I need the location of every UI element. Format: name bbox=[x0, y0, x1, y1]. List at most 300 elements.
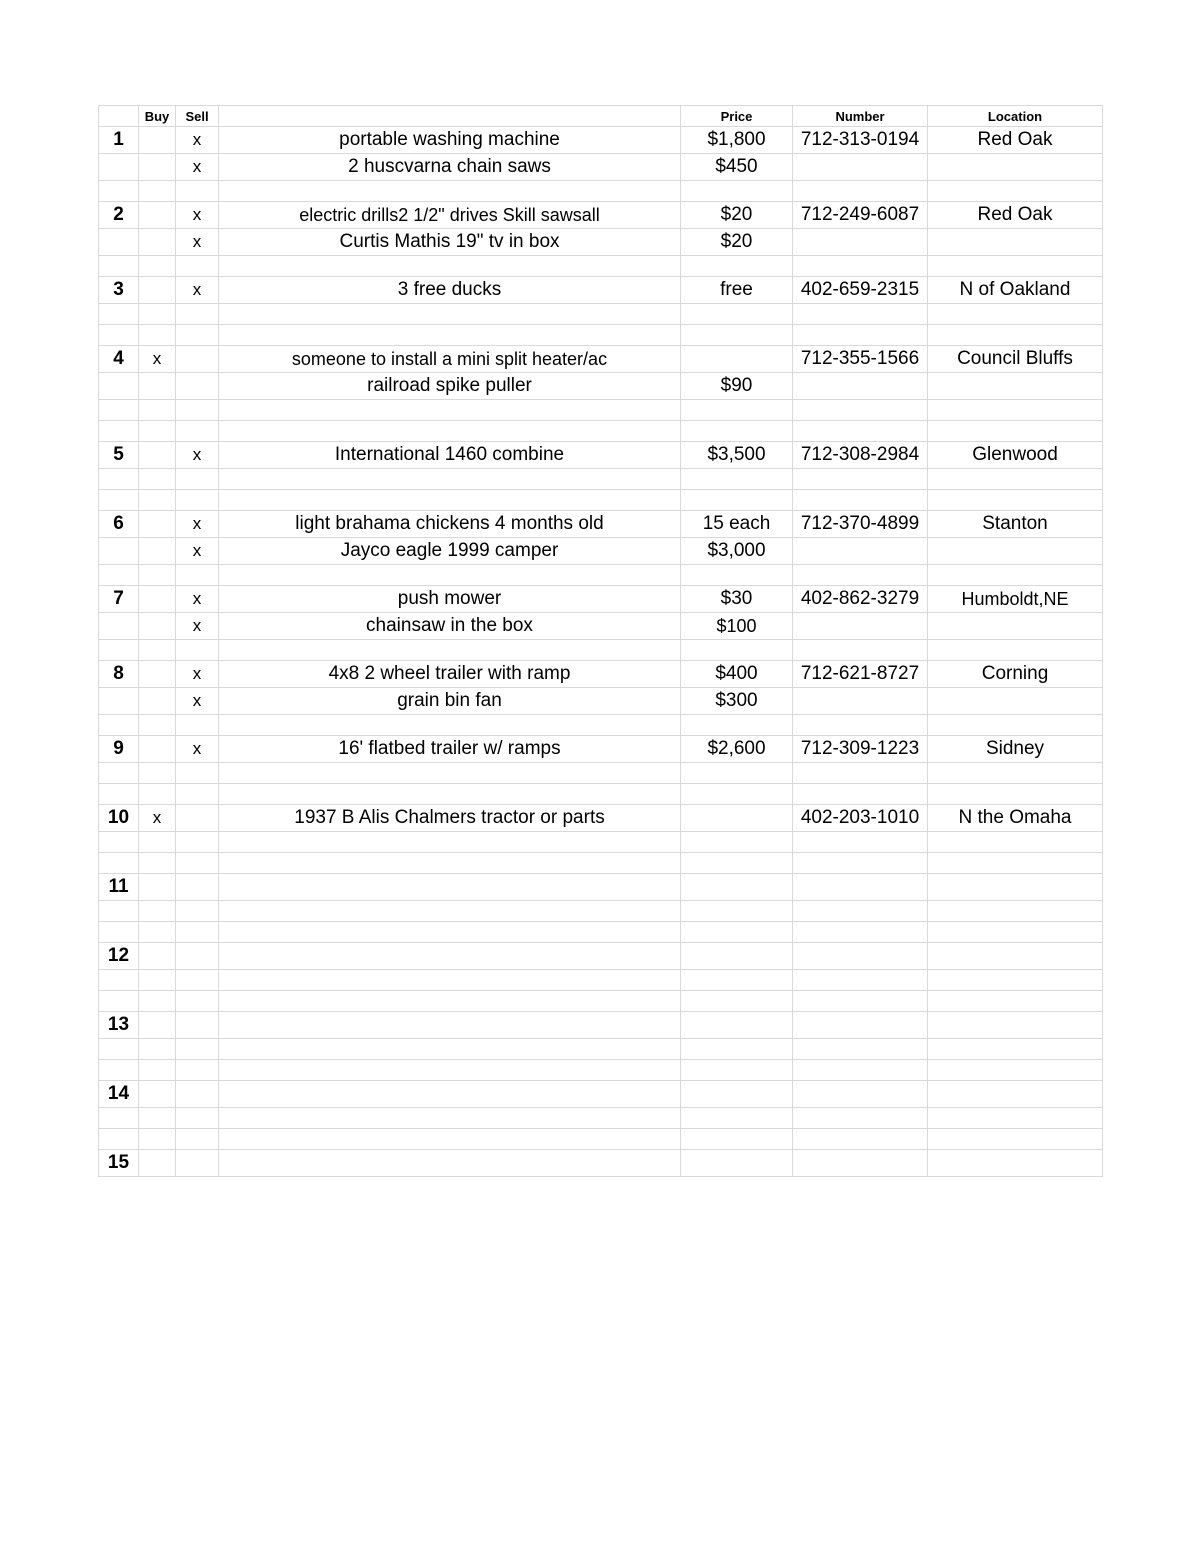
header-description bbox=[219, 106, 681, 127]
cell-location bbox=[928, 715, 1103, 736]
cell-number: 402-659-2315 bbox=[793, 277, 928, 304]
cell-num bbox=[99, 229, 139, 256]
table-row bbox=[99, 736, 1103, 763]
cell-description: Jayco eagle 1999 camper bbox=[219, 538, 681, 565]
cell-number bbox=[793, 715, 928, 736]
cell-description: 4x8 2 wheel trailer with ramp bbox=[219, 661, 681, 688]
cell-description: International 1460 combine bbox=[219, 442, 681, 469]
cell-price bbox=[681, 181, 793, 202]
cell-buy bbox=[139, 304, 176, 325]
cell-description bbox=[219, 469, 681, 490]
cell-price bbox=[681, 421, 793, 442]
cell-sell bbox=[176, 373, 219, 400]
cell-description: 16' flatbed trailer w/ ramps bbox=[219, 736, 681, 763]
cell-sell: x bbox=[176, 511, 219, 538]
table-row bbox=[99, 469, 1103, 490]
cell-buy bbox=[139, 715, 176, 736]
cell-price bbox=[681, 490, 793, 511]
cell-description bbox=[219, 304, 681, 325]
cell-sell: x bbox=[176, 154, 219, 181]
table-row bbox=[99, 1129, 1103, 1150]
cell-price: $1,800 bbox=[681, 127, 793, 154]
cell-number bbox=[793, 901, 928, 922]
cell-location: N the Omaha bbox=[928, 805, 1103, 832]
cell-location bbox=[928, 181, 1103, 202]
cell-description bbox=[219, 763, 681, 784]
cell-num bbox=[99, 469, 139, 490]
cell-description: 2 huscvarna chain saws bbox=[219, 154, 681, 181]
cell-location bbox=[928, 784, 1103, 805]
cell-description bbox=[219, 1039, 681, 1060]
header-price: Price bbox=[681, 106, 793, 127]
table-row bbox=[99, 688, 1103, 715]
cell-description bbox=[219, 901, 681, 922]
cell-location bbox=[928, 970, 1103, 991]
cell-buy bbox=[139, 1150, 176, 1177]
cell-num bbox=[99, 1129, 139, 1150]
cell-num: 8 bbox=[99, 661, 139, 688]
cell-price bbox=[681, 874, 793, 901]
cell-sell: x bbox=[176, 613, 219, 640]
cell-num bbox=[99, 256, 139, 277]
cell-buy bbox=[139, 874, 176, 901]
cell-number bbox=[793, 538, 928, 565]
cell-sell bbox=[176, 763, 219, 784]
cell-price: $100 bbox=[681, 613, 793, 640]
cell-num bbox=[99, 640, 139, 661]
cell-sell bbox=[176, 805, 219, 832]
cell-sell bbox=[176, 1129, 219, 1150]
cell-description bbox=[219, 1060, 681, 1081]
table-row bbox=[99, 442, 1103, 469]
cell-description: Curtis Mathis 19" tv in box bbox=[219, 229, 681, 256]
table-row bbox=[99, 511, 1103, 538]
cell-num: 14 bbox=[99, 1081, 139, 1108]
cell-buy: x bbox=[139, 346, 176, 373]
cell-sell bbox=[176, 970, 219, 991]
table-row bbox=[99, 490, 1103, 511]
cell-location: Sidney bbox=[928, 736, 1103, 763]
cell-location bbox=[928, 421, 1103, 442]
cell-description bbox=[219, 1108, 681, 1129]
cell-price bbox=[681, 565, 793, 586]
cell-num: 15 bbox=[99, 1150, 139, 1177]
cell-number: 712-370-4899 bbox=[793, 511, 928, 538]
cell-location bbox=[928, 613, 1103, 640]
cell-num bbox=[99, 1060, 139, 1081]
cell-num: 6 bbox=[99, 511, 139, 538]
cell-location bbox=[928, 922, 1103, 943]
cell-location bbox=[928, 763, 1103, 784]
cell-location: Humboldt,NE bbox=[928, 586, 1103, 613]
cell-price bbox=[681, 1129, 793, 1150]
table-row bbox=[99, 154, 1103, 181]
cell-sell bbox=[176, 1150, 219, 1177]
cell-buy bbox=[139, 661, 176, 688]
cell-price bbox=[681, 784, 793, 805]
cell-location: Glenwood bbox=[928, 442, 1103, 469]
cell-description bbox=[219, 1012, 681, 1039]
cell-number bbox=[793, 400, 928, 421]
cell-sell bbox=[176, 922, 219, 943]
cell-buy bbox=[139, 127, 176, 154]
cell-location bbox=[928, 256, 1103, 277]
header-location: Location bbox=[928, 106, 1103, 127]
cell-location bbox=[928, 1012, 1103, 1039]
cell-number: 712-313-0194 bbox=[793, 127, 928, 154]
cell-sell: x bbox=[176, 277, 219, 304]
cell-num bbox=[99, 970, 139, 991]
cell-location bbox=[928, 565, 1103, 586]
cell-num bbox=[99, 490, 139, 511]
cell-number bbox=[793, 763, 928, 784]
cell-num: 12 bbox=[99, 943, 139, 970]
cell-buy bbox=[139, 421, 176, 442]
cell-price bbox=[681, 1150, 793, 1177]
cell-sell bbox=[176, 640, 219, 661]
cell-sell bbox=[176, 325, 219, 346]
cell-num bbox=[99, 154, 139, 181]
cell-sell bbox=[176, 346, 219, 373]
cell-location bbox=[928, 373, 1103, 400]
cell-price bbox=[681, 469, 793, 490]
cell-number bbox=[793, 325, 928, 346]
cell-price bbox=[681, 922, 793, 943]
cell-description bbox=[219, 565, 681, 586]
cell-buy bbox=[139, 613, 176, 640]
cell-location bbox=[928, 304, 1103, 325]
cell-number bbox=[793, 229, 928, 256]
cell-description: 3 free ducks bbox=[219, 277, 681, 304]
table-row bbox=[99, 640, 1103, 661]
cell-description bbox=[219, 421, 681, 442]
cell-buy bbox=[139, 181, 176, 202]
cell-sell: x bbox=[176, 586, 219, 613]
cell-num bbox=[99, 832, 139, 853]
table-row bbox=[99, 853, 1103, 874]
cell-num: 7 bbox=[99, 586, 139, 613]
cell-location bbox=[928, 325, 1103, 346]
cell-price: $90 bbox=[681, 373, 793, 400]
table-row bbox=[99, 421, 1103, 442]
cell-sell bbox=[176, 1012, 219, 1039]
table-row bbox=[99, 784, 1103, 805]
cell-sell bbox=[176, 490, 219, 511]
cell-price: $400 bbox=[681, 661, 793, 688]
cell-description bbox=[219, 832, 681, 853]
cell-location bbox=[928, 832, 1103, 853]
cell-buy bbox=[139, 325, 176, 346]
cell-sell: x bbox=[176, 229, 219, 256]
cell-price: free bbox=[681, 277, 793, 304]
cell-sell bbox=[176, 469, 219, 490]
cell-num bbox=[99, 715, 139, 736]
cell-sell bbox=[176, 715, 219, 736]
cell-number bbox=[793, 922, 928, 943]
cell-num bbox=[99, 1039, 139, 1060]
cell-location bbox=[928, 1129, 1103, 1150]
cell-number bbox=[793, 853, 928, 874]
cell-location bbox=[928, 991, 1103, 1012]
cell-description: push mower bbox=[219, 586, 681, 613]
cell-number: 712-621-8727 bbox=[793, 661, 928, 688]
cell-buy bbox=[139, 901, 176, 922]
cell-location bbox=[928, 901, 1103, 922]
cell-buy bbox=[139, 1060, 176, 1081]
cell-num bbox=[99, 901, 139, 922]
cell-number: 402-862-3279 bbox=[793, 586, 928, 613]
cell-sell bbox=[176, 304, 219, 325]
cell-number bbox=[793, 832, 928, 853]
cell-buy bbox=[139, 943, 176, 970]
table-row bbox=[99, 400, 1103, 421]
table-row bbox=[99, 991, 1103, 1012]
cell-buy bbox=[139, 511, 176, 538]
cell-location: Corning bbox=[928, 661, 1103, 688]
cell-buy bbox=[139, 202, 176, 229]
cell-buy bbox=[139, 991, 176, 1012]
cell-price bbox=[681, 853, 793, 874]
cell-number bbox=[793, 1039, 928, 1060]
cell-buy bbox=[139, 442, 176, 469]
table-row bbox=[99, 874, 1103, 901]
table-row bbox=[99, 661, 1103, 688]
cell-location bbox=[928, 1039, 1103, 1060]
cell-buy bbox=[139, 832, 176, 853]
table-row bbox=[99, 715, 1103, 736]
cell-num bbox=[99, 922, 139, 943]
table-row bbox=[99, 805, 1103, 832]
cell-number bbox=[793, 154, 928, 181]
cell-price: $30 bbox=[681, 586, 793, 613]
cell-number bbox=[793, 688, 928, 715]
cell-price bbox=[681, 325, 793, 346]
cell-num bbox=[99, 181, 139, 202]
cell-buy bbox=[139, 586, 176, 613]
cell-buy bbox=[139, 640, 176, 661]
table-row bbox=[99, 1108, 1103, 1129]
cell-num bbox=[99, 421, 139, 442]
cell-sell bbox=[176, 400, 219, 421]
cell-number bbox=[793, 565, 928, 586]
table-row bbox=[99, 256, 1103, 277]
cell-price bbox=[681, 943, 793, 970]
cell-description bbox=[219, 181, 681, 202]
cell-num: 9 bbox=[99, 736, 139, 763]
cell-number bbox=[793, 373, 928, 400]
cell-description bbox=[219, 640, 681, 661]
cell-location bbox=[928, 853, 1103, 874]
table-row bbox=[99, 1060, 1103, 1081]
cell-sell: x bbox=[176, 442, 219, 469]
cell-num bbox=[99, 304, 139, 325]
cell-price bbox=[681, 256, 793, 277]
header-sell: Sell bbox=[176, 106, 219, 127]
cell-num bbox=[99, 688, 139, 715]
cell-location bbox=[928, 1108, 1103, 1129]
cell-number: 712-355-1566 bbox=[793, 346, 928, 373]
cell-description bbox=[219, 1129, 681, 1150]
cell-num bbox=[99, 373, 139, 400]
cell-number bbox=[793, 181, 928, 202]
cell-buy bbox=[139, 763, 176, 784]
cell-price bbox=[681, 805, 793, 832]
table-row bbox=[99, 565, 1103, 586]
cell-location bbox=[928, 400, 1103, 421]
table-row bbox=[99, 763, 1103, 784]
cell-num: 2 bbox=[99, 202, 139, 229]
header-num bbox=[99, 106, 139, 127]
cell-sell bbox=[176, 943, 219, 970]
cell-buy bbox=[139, 229, 176, 256]
cell-description bbox=[219, 400, 681, 421]
cell-number bbox=[793, 970, 928, 991]
cell-num bbox=[99, 1108, 139, 1129]
cell-num: 10 bbox=[99, 805, 139, 832]
cell-description: electric drills2 1/2" drives Skill sawsall bbox=[219, 202, 681, 229]
cell-sell: x bbox=[176, 661, 219, 688]
cell-number bbox=[793, 304, 928, 325]
cell-num bbox=[99, 784, 139, 805]
cell-price bbox=[681, 991, 793, 1012]
table-row bbox=[99, 586, 1103, 613]
table-row bbox=[99, 1039, 1103, 1060]
cell-num bbox=[99, 853, 139, 874]
table-row bbox=[99, 325, 1103, 346]
cell-number bbox=[793, 874, 928, 901]
cell-number bbox=[793, 1081, 928, 1108]
cell-price: 15 each bbox=[681, 511, 793, 538]
cell-number bbox=[793, 1060, 928, 1081]
cell-description bbox=[219, 784, 681, 805]
cell-description bbox=[219, 874, 681, 901]
cell-description: railroad spike puller bbox=[219, 373, 681, 400]
cell-number bbox=[793, 640, 928, 661]
cell-location bbox=[928, 469, 1103, 490]
cell-buy bbox=[139, 565, 176, 586]
cell-description: portable washing machine bbox=[219, 127, 681, 154]
cell-buy bbox=[139, 538, 176, 565]
cell-number bbox=[793, 1150, 928, 1177]
cell-num: 13 bbox=[99, 1012, 139, 1039]
cell-sell bbox=[176, 256, 219, 277]
cell-number bbox=[793, 1012, 928, 1039]
cell-description bbox=[219, 991, 681, 1012]
cell-location: N of Oakland bbox=[928, 277, 1103, 304]
cell-buy bbox=[139, 154, 176, 181]
cell-number bbox=[793, 784, 928, 805]
cell-description: someone to install a mini split heater/ac bbox=[219, 346, 681, 373]
table-row bbox=[99, 832, 1103, 853]
table-row bbox=[99, 1012, 1103, 1039]
cell-number: 712-308-2984 bbox=[793, 442, 928, 469]
cell-price bbox=[681, 832, 793, 853]
cell-location: Stanton bbox=[928, 511, 1103, 538]
cell-buy bbox=[139, 853, 176, 874]
cell-number: 402-203-1010 bbox=[793, 805, 928, 832]
cell-sell bbox=[176, 565, 219, 586]
cell-location bbox=[928, 640, 1103, 661]
cell-location bbox=[928, 1060, 1103, 1081]
cell-num: 4 bbox=[99, 346, 139, 373]
cell-price: $20 bbox=[681, 202, 793, 229]
cell-num bbox=[99, 325, 139, 346]
table-row bbox=[99, 373, 1103, 400]
cell-description: light brahama chickens 4 months old bbox=[219, 511, 681, 538]
cell-sell bbox=[176, 421, 219, 442]
table-row bbox=[99, 277, 1103, 304]
cell-price bbox=[681, 763, 793, 784]
cell-sell bbox=[176, 901, 219, 922]
cell-location bbox=[928, 1150, 1103, 1177]
cell-num: 11 bbox=[99, 874, 139, 901]
cell-buy bbox=[139, 736, 176, 763]
cell-number bbox=[793, 256, 928, 277]
cell-buy bbox=[139, 400, 176, 421]
cell-num bbox=[99, 613, 139, 640]
cell-number bbox=[793, 613, 928, 640]
table-row bbox=[99, 613, 1103, 640]
cell-description bbox=[219, 715, 681, 736]
cell-num bbox=[99, 763, 139, 784]
header-buy: Buy bbox=[139, 106, 176, 127]
cell-num bbox=[99, 991, 139, 1012]
cell-sell bbox=[176, 832, 219, 853]
cell-location bbox=[928, 490, 1103, 511]
cell-buy bbox=[139, 256, 176, 277]
cell-description bbox=[219, 1081, 681, 1108]
cell-num: 3 bbox=[99, 277, 139, 304]
cell-num bbox=[99, 565, 139, 586]
cell-price bbox=[681, 346, 793, 373]
cell-buy bbox=[139, 1039, 176, 1060]
cell-description: 1937 B Alis Chalmers tractor or parts bbox=[219, 805, 681, 832]
cell-price bbox=[681, 304, 793, 325]
cell-location bbox=[928, 874, 1103, 901]
cell-sell bbox=[176, 853, 219, 874]
cell-location: Red Oak bbox=[928, 127, 1103, 154]
table-row bbox=[99, 1150, 1103, 1177]
cell-price bbox=[681, 1081, 793, 1108]
cell-buy: x bbox=[139, 805, 176, 832]
cell-sell bbox=[176, 874, 219, 901]
cell-price: $2,600 bbox=[681, 736, 793, 763]
cell-buy bbox=[139, 922, 176, 943]
cell-location bbox=[928, 538, 1103, 565]
table-row bbox=[99, 943, 1103, 970]
table-row bbox=[99, 181, 1103, 202]
cell-buy bbox=[139, 277, 176, 304]
table-row bbox=[99, 1081, 1103, 1108]
cell-sell bbox=[176, 181, 219, 202]
cell-sell bbox=[176, 1039, 219, 1060]
table-row bbox=[99, 970, 1103, 991]
cell-price bbox=[681, 640, 793, 661]
cell-description bbox=[219, 943, 681, 970]
cell-price bbox=[681, 970, 793, 991]
cell-sell bbox=[176, 784, 219, 805]
cell-price: $450 bbox=[681, 154, 793, 181]
header-number: Number bbox=[793, 106, 928, 127]
table-row bbox=[99, 229, 1103, 256]
cell-buy bbox=[139, 1108, 176, 1129]
cell-description: chainsaw in the box bbox=[219, 613, 681, 640]
cell-number bbox=[793, 421, 928, 442]
cell-number bbox=[793, 991, 928, 1012]
cell-number: 712-309-1223 bbox=[793, 736, 928, 763]
cell-location bbox=[928, 154, 1103, 181]
cell-location bbox=[928, 688, 1103, 715]
